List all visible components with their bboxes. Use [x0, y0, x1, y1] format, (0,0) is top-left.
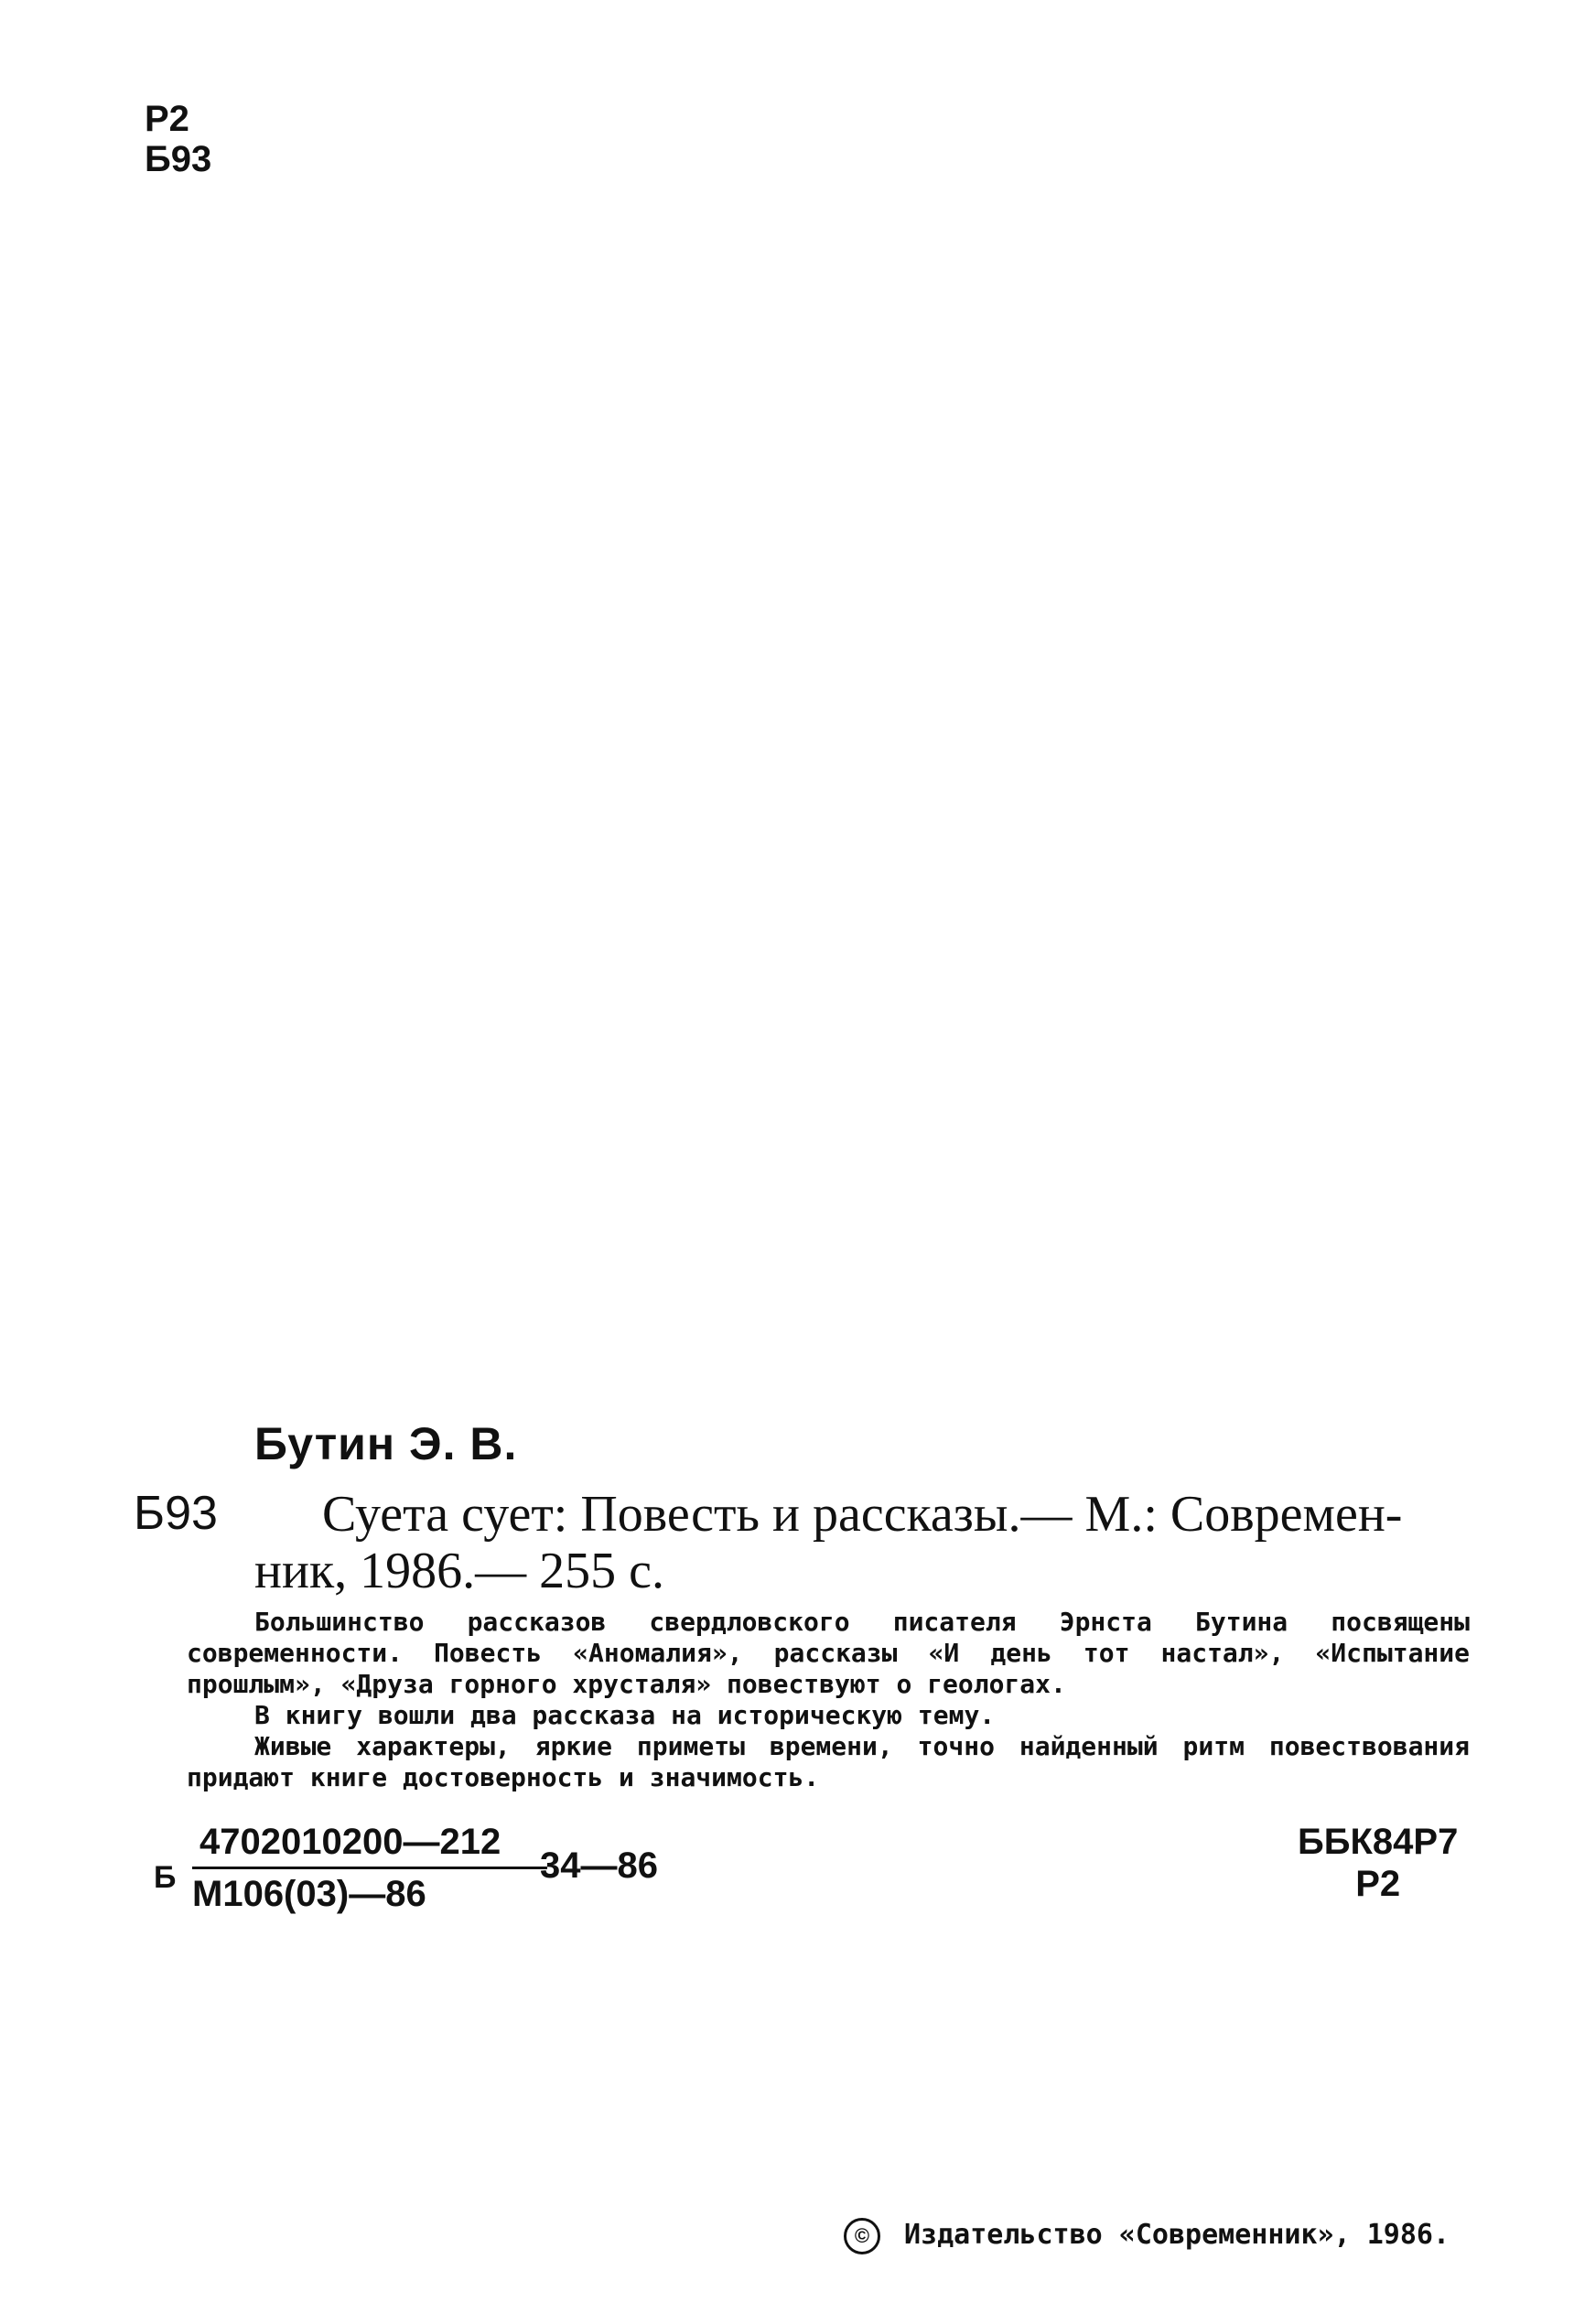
bbk-line1: ББК84Р7 [1298, 1822, 1459, 1862]
annotation [187, 1607, 1470, 1793]
bbk-code [1298, 1821, 1458, 1905]
index-denominator: М106(03)—86 [192, 1874, 426, 1914]
copyright-text: Издательство «Современник», 1986. [904, 2219, 1450, 2251]
annotation-paragraph-1: Большинство рассказов свердловского писателя Эрнста Бутина посвящены современности. Повесть «Аномалия», рассказы «И день тот настал», «Испытание прошлым», «Друза горного хрусталя» повествуют о геологах. [187, 1607, 1470, 1699]
copyright-icon: © [844, 2218, 880, 2254]
classification-code-line2: Б93 [145, 139, 212, 179]
author-name: Бутин Э. В. [254, 1418, 518, 1469]
catalog-code: Б93 [134, 1487, 218, 1540]
index-fraction [192, 1821, 547, 1915]
index-numerator: 4702010200—212 [192, 1821, 547, 1869]
bbk-line2: Р2 [1355, 1864, 1401, 1904]
annotation-paragraph-3: Живые характеры, яркие приметы времени, точно найденный ритм повествования придают книге достоверность и значимость. [187, 1731, 1470, 1792]
book-title-line2: ник, 1986.— 255 с. [254, 1543, 664, 1599]
book-title [254, 1486, 1466, 1599]
index-middle: 34—86 [540, 1845, 658, 1886]
classification-code-line1: Р2 [145, 99, 189, 139]
classification-code [145, 99, 211, 179]
index-prefix: Б [154, 1860, 177, 1895]
book-title-line1: Суета сует: Повесть и рассказы.— М.: Современ- [322, 1486, 1403, 1543]
annotation-paragraph-2: В книгу вошли два рассказа на историческую тему. [254, 1700, 996, 1730]
copyright-line [844, 2217, 1450, 2254]
